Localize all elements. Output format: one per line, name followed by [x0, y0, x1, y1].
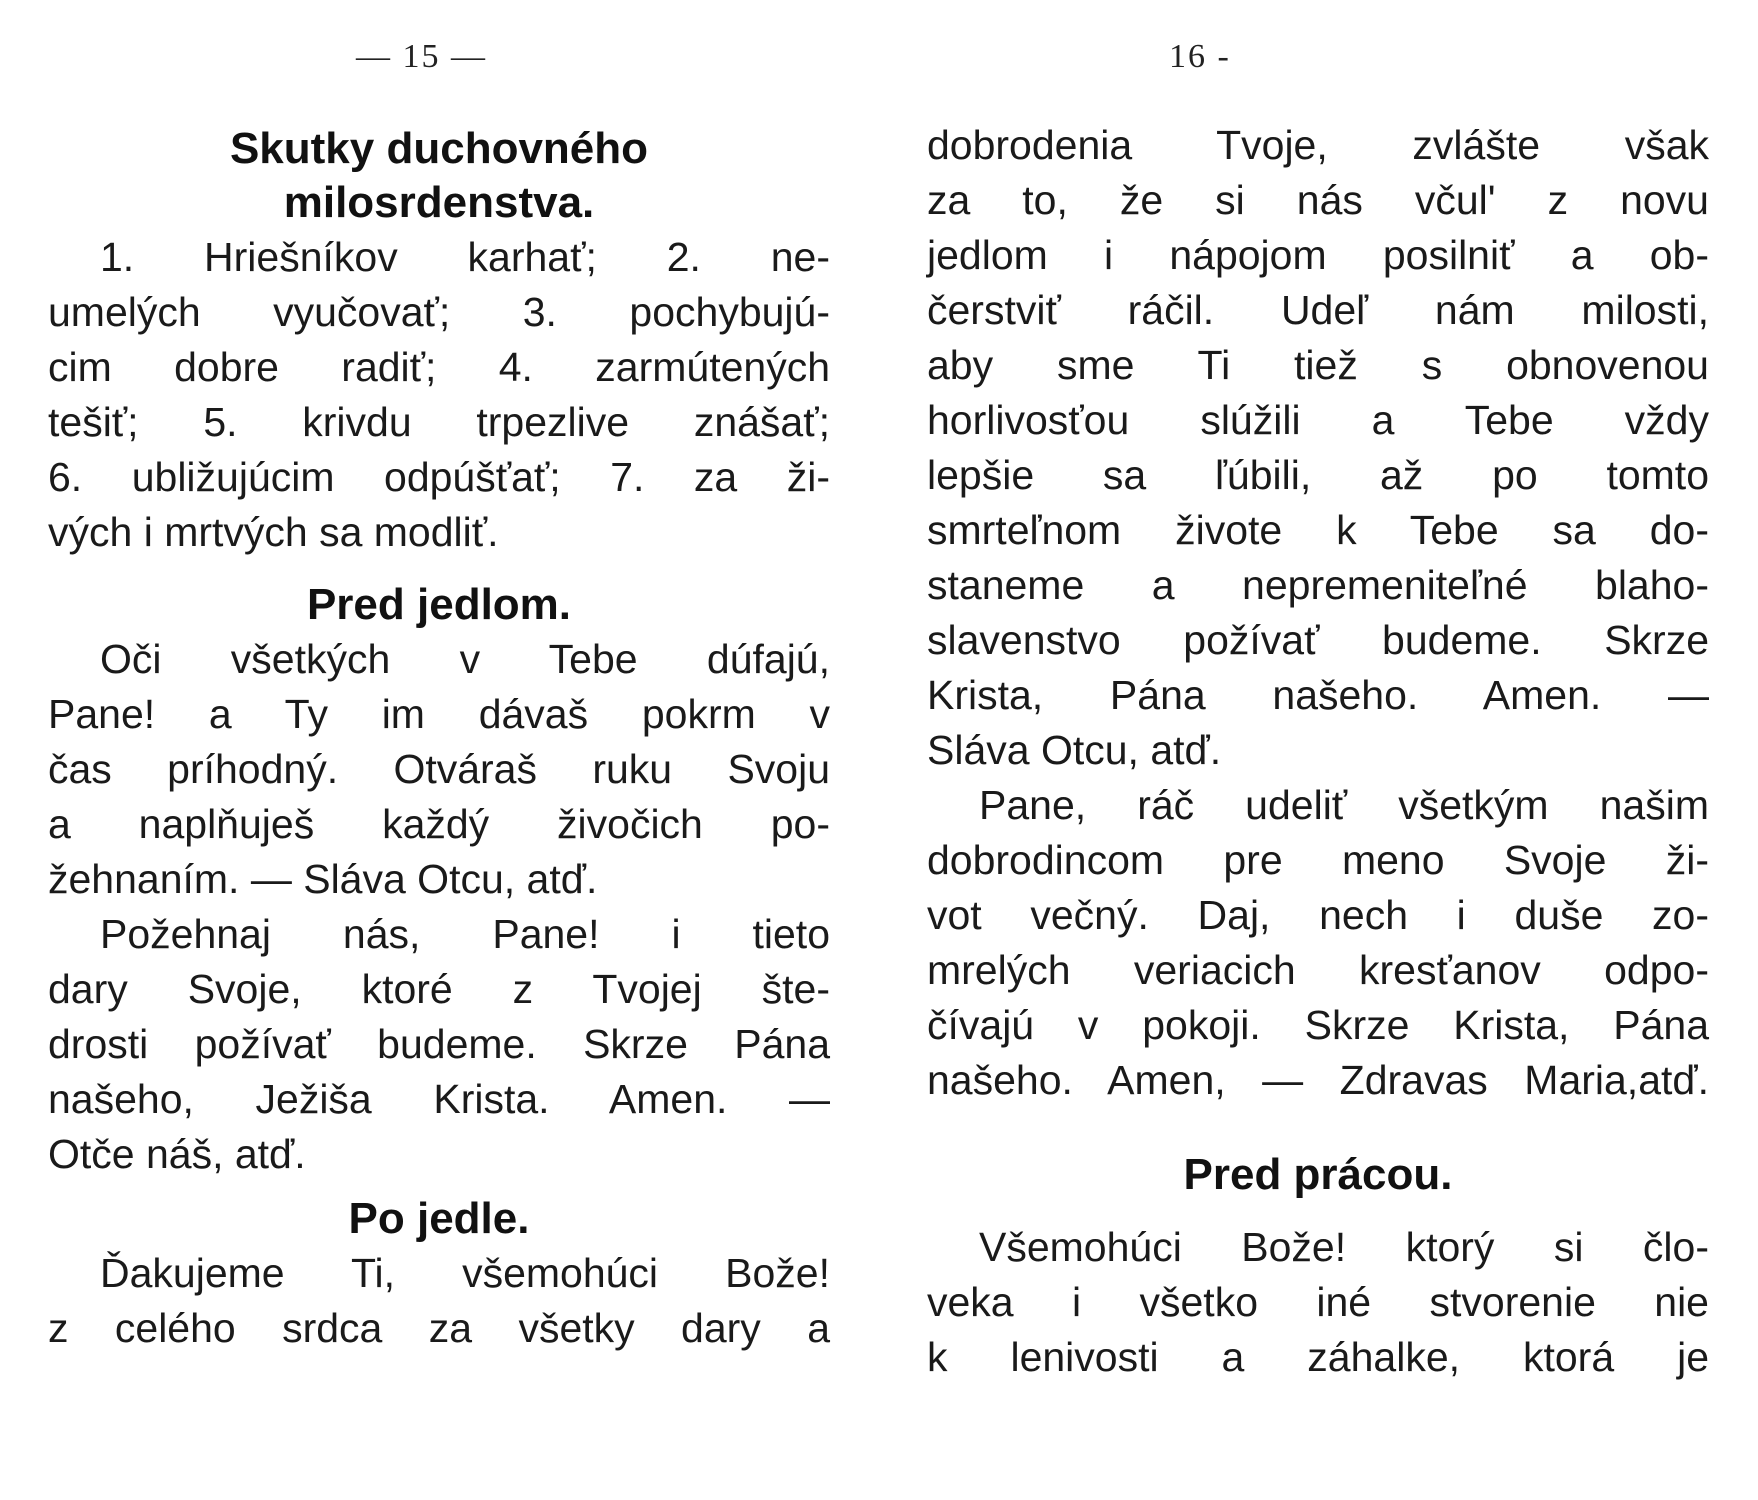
- text-line: dobrodincom pre meno Svoje ži-: [927, 837, 1709, 883]
- text-line: Požehnaj nás, Pane! i tieto: [100, 911, 830, 957]
- text-line: dobrodenia Tvoje, zvlášte však: [927, 122, 1709, 168]
- left-column: [48, 122, 830, 1356]
- section-before-work: [927, 1148, 1709, 1385]
- text-line: cim dobre radiť; 4. zarmútených: [48, 344, 830, 390]
- text-line: k lenivosti a záhalke, ktorá je: [927, 1334, 1709, 1380]
- section-spiritual-mercy: [48, 122, 830, 560]
- text-line: slavenstvo požívať budeme. Skrze: [927, 617, 1709, 663]
- text-line: horlivosťou slúžili a Tebe vždy: [927, 397, 1709, 443]
- text-line: čas príhodný. Otváraš ruku Svoju: [48, 746, 830, 792]
- text-line: čívajú v pokoji. Skrze Krista, Pána: [927, 1002, 1709, 1048]
- text-line: smrteľnom živote k Tebe sa do-: [927, 507, 1709, 553]
- text-line: Krista, Pána našeho. Amen. —: [927, 672, 1709, 718]
- text-line: tešiť; 5. krivdu trpezlive znášať;: [48, 399, 830, 445]
- page-number: 16 -: [1169, 38, 1231, 75]
- section-heading: Skutky duchovného: [229, 124, 649, 173]
- text-line: našeho, Ježiša Krista. Amen. —: [48, 1076, 830, 1122]
- text-line: Všemohúci Bože! ktorý si člo-: [979, 1224, 1709, 1270]
- section-heading: Pred jedlom.: [306, 580, 572, 629]
- text-line: vých i mrtvých sa modliť.: [48, 509, 499, 555]
- text-line: a naplňuješ každý živočich po-: [48, 801, 830, 847]
- text-line: Otče náš, atď.: [48, 1131, 306, 1177]
- paragraph: [48, 1246, 830, 1356]
- right-column: [927, 118, 1709, 1385]
- text-line: Sláva Otcu, atď.: [927, 727, 1222, 773]
- text-line: vot večný. Daj, nech i duše zo-: [927, 892, 1709, 938]
- text-line: jedlom i nápojom posilniť a ob-: [927, 232, 1709, 278]
- text-line: lepšie sa ľúbili, až po tomto: [927, 452, 1709, 498]
- text-line: Ďakujeme Ti, všemohúci Bože!: [100, 1250, 830, 1296]
- text-line: Oči všetkých v Tebe dúfajú,: [100, 636, 830, 682]
- text-line: drosti požívať budeme. Skrze Pána: [48, 1021, 830, 1067]
- text-line: Pane, ráč udeliť všetkým našim: [979, 782, 1709, 828]
- text-line: za to, že si nás včul' z novu: [927, 177, 1709, 223]
- text-line: dary Svoje, ktoré z Tvojej šte-: [48, 966, 830, 1012]
- text-line: umelých vyučovať; 3. pochybujú-: [48, 289, 830, 335]
- paragraph: [48, 907, 830, 1182]
- section-after-meal: [48, 1192, 830, 1356]
- text-line: aby sme Ti tiež s obnovenou: [927, 342, 1709, 388]
- paragraph: [48, 632, 830, 907]
- text-line: čerstviť ráčil. Udeľ nám milosti,: [927, 287, 1709, 333]
- paragraph: [48, 230, 830, 560]
- section-heading: Po jedle.: [348, 1194, 530, 1243]
- text-line: 6. ubližujúcim odpúšťať; 7. za ži-: [48, 454, 830, 500]
- text-line: žehnaním. — Sláva Otcu, atď.: [48, 856, 598, 902]
- paragraph: [927, 1220, 1709, 1385]
- right-page: [879, 0, 1758, 1500]
- text-line: staneme a nepremeniteľné blaho-: [927, 562, 1709, 608]
- section-heading: Pred prácou.: [1183, 1150, 1453, 1199]
- text-line: 1. Hriešníkov karhať; 2. ne-: [100, 234, 830, 280]
- text-line: z celého srdca za všetky dary a: [48, 1305, 830, 1351]
- page-number: — 15 —: [356, 38, 487, 75]
- paragraph: [927, 778, 1709, 1108]
- paragraph: [927, 118, 1709, 778]
- section-heading-cont: milosrdenstva.: [283, 178, 595, 227]
- text-line: mrelých veriacich kresťanov odpo-: [927, 947, 1709, 993]
- text-line: našeho. Amen, — Zdravas Maria,atď.: [927, 1057, 1709, 1103]
- text-line: veka i všetko iné stvorenie nie: [927, 1279, 1709, 1325]
- section-before-meal: [48, 578, 830, 1182]
- text-line: Pane! a Ty im dávaš pokrm v: [48, 691, 830, 737]
